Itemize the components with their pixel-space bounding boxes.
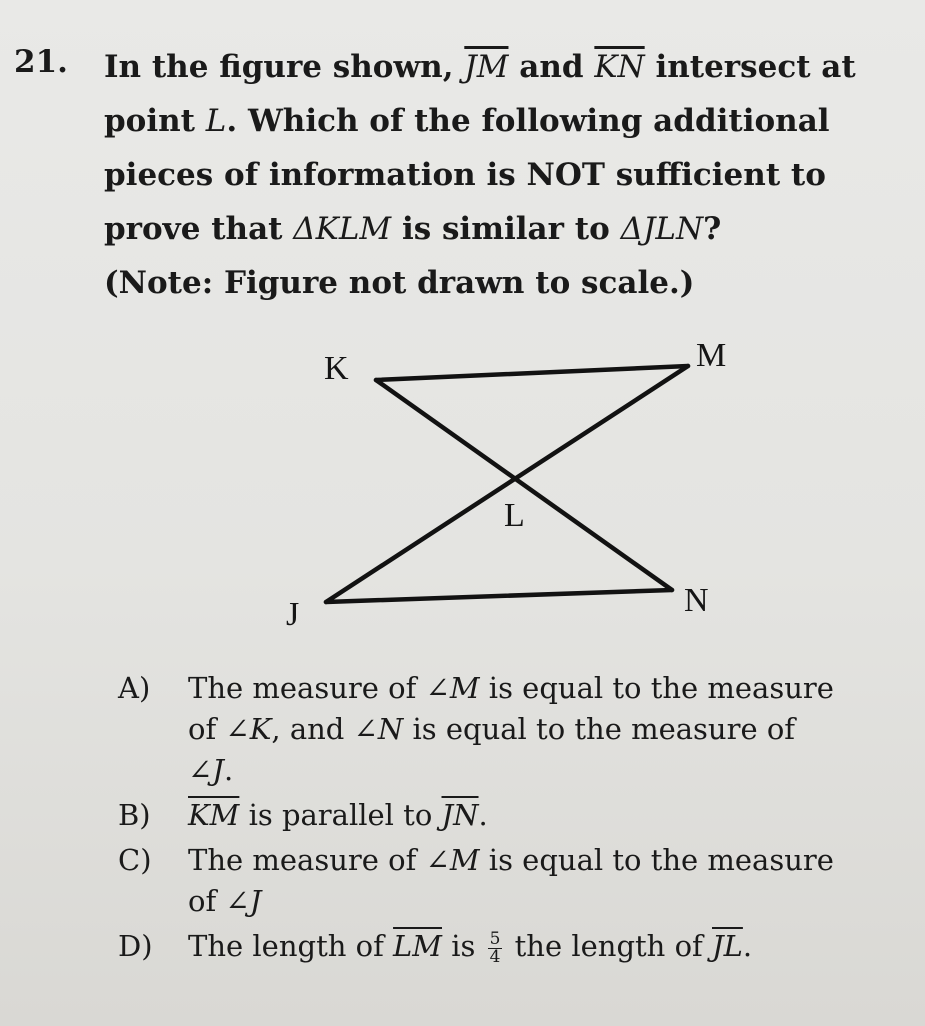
point-L: L <box>205 103 227 139</box>
segment-JL: $\overline{JL}$ <box>712 929 743 963</box>
segment-KN-line <box>376 380 672 590</box>
choice-text: is equal to the measure of <box>403 712 796 746</box>
choice-text: , and <box>271 712 354 746</box>
choice-letter: C) <box>118 843 152 877</box>
segment-KM-line <box>376 366 688 380</box>
angle-J: ∠J <box>225 884 262 918</box>
stem-line-3: pieces of information is NOT sufficient to <box>104 157 826 193</box>
scale-note: (Note: Figure not drawn to scale.) <box>104 265 695 301</box>
triangle-JLN: ΔJLN <box>620 211 704 247</box>
answer-choices <box>118 668 908 971</box>
choice-text: The measure of <box>188 671 426 705</box>
label-K: K <box>324 350 349 387</box>
segment-LM: $\overline{LM}$ <box>393 929 442 963</box>
stem-text: . Which of the following additional <box>226 103 830 139</box>
fraction <box>488 928 503 967</box>
choice-text: is <box>442 929 485 963</box>
angle-K: ∠K <box>225 712 272 746</box>
choice-text: the length of <box>505 929 712 963</box>
segment-KM: $\overline{KM}$ <box>188 798 240 832</box>
label-M: M <box>696 337 727 374</box>
choice-text: . <box>223 753 234 787</box>
fraction-denominator: 4 <box>489 946 501 967</box>
choice-d[interactable] <box>118 926 908 967</box>
choice-text: The length of <box>188 929 394 963</box>
choice-c[interactable] <box>118 840 908 922</box>
label-J: J <box>286 596 300 633</box>
question-number: 21. <box>14 44 68 80</box>
choice-letter: D) <box>118 929 153 963</box>
choice-a[interactable] <box>118 668 908 791</box>
choice-text: is parallel to <box>239 798 442 832</box>
angle-J: ∠J <box>188 753 224 787</box>
segment-KN: $\overline{KN}$ <box>594 49 645 85</box>
choice-letter: A) <box>118 671 151 705</box>
label-N: N <box>684 582 709 619</box>
choice-b[interactable] <box>118 795 908 836</box>
choice-text: is equal to the measure <box>479 671 834 705</box>
choice-letter: B) <box>118 798 151 832</box>
stem-text: and <box>508 49 595 85</box>
choice-text: The measure of <box>188 843 426 877</box>
choice-text: of <box>188 884 226 918</box>
angle-M: ∠M <box>425 671 480 705</box>
fraction-numerator: 5 <box>489 928 501 949</box>
angle-M: ∠M <box>425 843 480 877</box>
label-L: L <box>504 497 525 534</box>
choice-text: . <box>478 798 488 832</box>
segment-JM: $\overline{JM}$ <box>464 49 509 85</box>
choice-text: is equal to the measure <box>479 843 834 877</box>
segment-JM-line <box>326 366 688 602</box>
stem-text: intersect at <box>644 49 856 85</box>
stem-text: prove that <box>104 211 294 247</box>
triangle-KLM: ΔKLM <box>293 211 392 247</box>
stem-text: is similar to <box>391 211 621 247</box>
stem-text: point <box>104 103 206 139</box>
segment-JN: $\overline{JN}$ <box>441 798 479 832</box>
angle-N: ∠N <box>353 712 404 746</box>
choice-text: of <box>188 712 226 746</box>
segment-JN-line <box>326 590 672 602</box>
choice-text: . <box>742 929 753 963</box>
stem-text: ? <box>703 211 722 247</box>
stem-text: In the figure shown, <box>104 49 465 85</box>
